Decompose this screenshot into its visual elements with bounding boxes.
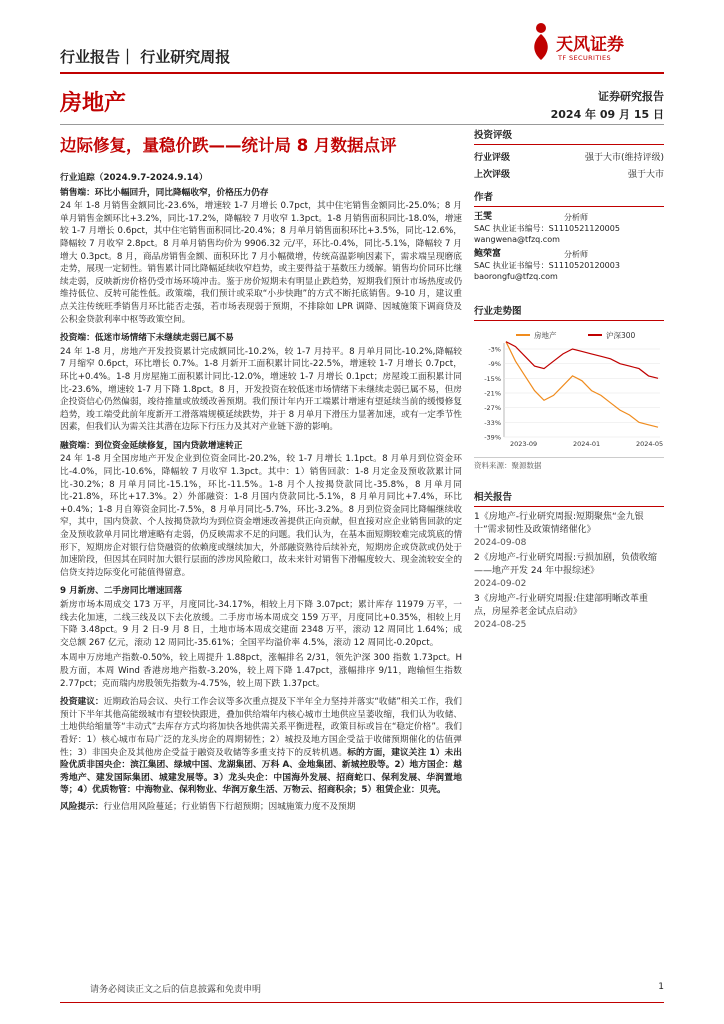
logo-name: 天风证券 <box>556 35 624 55</box>
y-tick-label: -3% <box>488 345 501 354</box>
analyst-name: 鲍荣富 <box>474 249 502 259</box>
chart-source: 资料来源：聚源数据 <box>474 457 664 471</box>
analyst-role: 分析师 <box>564 250 588 259</box>
report-category: 行业报告｜ 行业研究周报 <box>60 48 231 66</box>
related-report[interactable] <box>474 511 664 550</box>
section-paragraph: 24 年 1-8 月，房地产开发投资累计完成额同比-10.2%，较 1-7 月持平。8 月单月同比-10.2%,降幅较 7 月缩窄 0.6pct，环比增长 0.7%。1-8 月新开工面积累计同比-22.5%，增速较 1-7 月增长 0.7pct，环比+0.4%。1-8 月房屋施工面积累计同比-12.0%，增速较 1-7 月增长 0.1pct；房屋竣工面积累计同比-23.6%，增速较 1-7 月下降 1.8pct。8 月，开发投资在较低迷市场情绪下未继续走弱已属不易，但房企投资信心仍然偏弱，竣待推量或放缓改善预期。我们预计年内开工端累计增速有望延续当前的缓慢修复趋势，竣工端受此前年度新开工滑落端规模延续跌势，并于 8 月单月下滑压力显著加速，或有一定季节性因素，但我们认为需关注其潜在边际下行压力及其对产业链下游的影响。 <box>60 346 462 433</box>
tracking-period: 行业追踪（2024.9.7-2024.9.14） <box>60 173 208 183</box>
related-report-title[interactable]: 3《房地产-行业研究周报:住建部明晰改革重点，房屋养老金试点启动》 <box>474 594 649 617</box>
section-heading: 投资端：低迷市场情绪下未继续走弱已属不易 <box>60 333 234 344</box>
analyst-cert: SAC 执业证书编号：S1110521120005 <box>474 224 620 233</box>
trend-title: 行业走势图 <box>474 300 664 321</box>
rating-value: 强于大市(维持评级) <box>584 153 664 163</box>
related-report-date: 2024-08-25 <box>474 620 527 630</box>
related-panel <box>474 486 664 632</box>
logo-mark-icon <box>528 22 554 62</box>
rating-panel <box>474 124 664 182</box>
analyst-email[interactable]: wangwena@tfzq.com <box>474 235 560 244</box>
related-report[interactable] <box>474 593 664 632</box>
rating-value: 强于大市 <box>627 170 664 180</box>
related-report[interactable] <box>474 552 664 591</box>
related-report-title[interactable]: 2《房地产-行业研究周报:亏损加剧，负债收缩——地产开发 24 年中报综述》 <box>474 553 658 576</box>
page-number: 1 <box>658 982 664 992</box>
report-title: 边际修复，量稳价跌——统计局 8 月数据点评 <box>60 136 397 155</box>
footer-disclaimer: 请务必阅读正文之后的信息披露和免责申明 <box>90 985 262 995</box>
x-tick-label: 2023-09 <box>510 440 538 448</box>
x-tick-label: 2024-05 <box>636 440 664 448</box>
x-tick-label: 2024-01 <box>573 440 601 448</box>
analyst-role: 分析师 <box>564 213 588 222</box>
main-content <box>60 172 462 814</box>
section-heading: 9 月新房、二手房同比增速回落 <box>60 586 183 597</box>
trend-chart <box>474 325 664 455</box>
risk-notice <box>60 801 462 814</box>
analyst-name: 王雯 <box>474 212 493 222</box>
rating-row <box>474 148 664 165</box>
report-date: 2024 年 09 月 15 日 <box>550 108 664 121</box>
section-paragraph: 24 年 1-8 月全国房地产开发企业到位资金同比-20.2%，较 1-7 月增长 1.1pct。8 月单月到位资金环比-4.0%，同比-10.6%，降幅较 7 月收窄 1.3pct。其中：1）销售回款：1-8 月定金及预收款累计同比-30.2%；8 月单月同比-15.1%，环比-11.5%。1-8 月个人按揭贷款同比-35.8%，8 月单月同比-21.8%，环比+17.3%。2）外部融资：1-8 月国内贷款同比-5.1%，8 月单月同比+7.4%，环比+0.4%；1-8 月自筹资金同比-7.5%，8 月单月同比-5.7%，环比-3.2%。8 月到位资金同比降幅继续收窄，其中，国内贷款、个人按揭贷款均为到位资金增速改善提供正向贡献，但直接对应企业销售回款的定金及预收款单月同比增速略有走弱，仍反映需求不足的问题。我们认为，在基本面短期较难完成筑底的情形下，短期房企对银行信贷融资的依赖度或继续加大，外部融资熟待后续补充，短期房企或贷款或仍处于加速阶段，但因其在同时加大银行层面的涉房风险敞口，故未来针对销售下滑幅度较大、现金流较安全的信贷支持边际变化可能值得留意。 <box>60 454 462 578</box>
y-tick-label: -15% <box>484 374 501 383</box>
sector-title: 房地产 <box>60 91 127 116</box>
analyst-card <box>474 249 664 282</box>
logo-subtitle: TF SECURITIES <box>558 54 612 62</box>
related-report-date: 2024-09-02 <box>474 579 527 589</box>
header-divider <box>60 72 664 74</box>
investment-advice <box>60 696 462 797</box>
authors-panel <box>474 186 664 282</box>
trend-panel <box>474 300 664 471</box>
analyst-email[interactable]: baorongfu@tfzq.com <box>474 272 558 281</box>
y-tick-label: -21% <box>484 389 501 398</box>
related-report-title[interactable]: 1《房地产-行业研究周报:短期聚焦“金九银十”需求韧性及政策情绪催化》 <box>474 512 644 535</box>
series-line <box>506 342 658 428</box>
series-line <box>506 342 658 379</box>
analyst-cert: SAC 执业证书编号：S1110520120003 <box>474 261 620 270</box>
legend-label: 房地产 <box>534 331 557 340</box>
rating-title: 投资评级 <box>474 124 664 145</box>
report-type: 证券研究报告 <box>598 90 664 103</box>
risk-label: 风险提示： <box>60 801 104 812</box>
risk-text: 行业信用风险蔓延；行业销售下行超预期；因城施策力度不及预期 <box>103 801 356 812</box>
y-tick-label: -9% <box>488 360 501 369</box>
company-logo <box>528 16 668 68</box>
section-paragraph: 本周申万房地产指数-0.50%，较上周提升 1.88pct，涨幅排名 2/31，领先沪深 300 指数 1.73pct。H 股方面，本周 Wind 香港房地产指数-3.20%，较上周下降 1.47pct，涨幅排序 9/11，跑输恒生指数 2.77pct；克而瑞内房股领先指数为-4.75%，较上周下跌 1.37pct。 <box>60 653 462 689</box>
rating-label: 上次评级 <box>474 170 511 180</box>
rating-row <box>474 165 664 182</box>
analyst-card <box>474 212 664 245</box>
legend-label: 沪深300 <box>606 331 636 340</box>
section-heading: 融资端：到位资金延续修复，国内贷款增速转正 <box>60 440 243 451</box>
section-paragraph: 新房市场本周成交 173 万平，月度同比-34.17%，相较上月下降 3.07pct；累计库存 11979 万平，一线去化加速，二线三线及以下去化放缓。二手房市场本周成交 159 万平，月度同比+0.35%，相较上月下降 3.48pct。9 月 2 日-9 月 8 日，土地市场本周成交建面 2348 万平，滚动 12 周同比 1.64%；成交总额 267 亿元，滚动 12 周同比-35.61%；全国平均溢价率 4.5%，滚动 12 周同比-0.20pct。 <box>60 600 462 648</box>
y-tick-label: -27% <box>484 404 501 413</box>
y-tick-label: -39% <box>484 433 501 442</box>
section-heading: 销售端：环比小幅回升，同比降幅收窄，价格压力仍存 <box>60 187 269 198</box>
advice-text: 近期政治局会议、央行工作会议等多次重点提及下半年全力坚持并落实“收储”相关工作，我们预计下半年其他高能级城市有望较快跟进，叠加供给端年内核心城市土地供应呈萎收缩，我们认为收储、土地供给缩量等“丰动式”去库存方式均将加快各地供需关系平衡进程，政策目标或旨在“稳定价格”。我们看好：1）核心城市布局广泛的龙头房企的周期韧性；2）城投及地方国企受益于收储预期催化的估值弹性；3）非国央企及其他房企受益于融资及收储等多重支持下的反转机遇。 <box>60 697 462 758</box>
advice-label: 投资建议： <box>60 697 104 708</box>
related-title: 相关报告 <box>474 486 664 507</box>
related-report-date: 2024-09-08 <box>474 538 527 548</box>
rating-label: 行业评级 <box>474 153 511 163</box>
advice-targets: 标的方面，建议关注 1）未出险优质非国央企：滨江集团、绿城中国、龙湖集团、万科 A、金地集团、新城控股等。2）地方国企：越秀地产、建发国际集团、城建发展等。3）龙头央企：中国海外发展、招商蛇口、保利发展、华润置地等；4）优质物管：中海物业、保利物业、华润万象生活、万物云、招商积余；5）租赁企业：贝壳。 <box>60 747 462 796</box>
section-paragraph: 24 年 1-8 月销售金额同比-23.6%，增速较 1-7 月增长 0.7pct，其中住宅销售金额同比-25.0%；8 月单月销售金额环比+3.2%，同比-17.2%，降幅较 7 月收窄 1.3pct。1-8 月销售面积同比-18.0%，增速较 1-7 月增长 0.6pct，其中住宅销售面积同比-20.4%；8 月单月销售面积环比+3.5%，同比-12.6%，降幅较 7 月收窄 2.8pct。8 月单月销售均价为 9906.32 元/平，环比-0.4%，同比-5.1%，降幅较 7 月增大 0.3pct。8 月，商品房销售金额、面积环比 7 月小幅微增，传统高温影响因素下，需求端呈现磨底走势，展现一定韧性。销售累计同比降幅延续收窄趋势，或主要得益于基数压力缓解。销售均价同环比继续走弱，反映新房价格仍受市场环境冲击。鉴于房价短期未有明显止跌趋势，短期我们预计市场热度或仍维持低位、反转可能性低。政策端，我们预计或采取“小步快跑”的方式不断托底销售。9-10 月，建议重点关注传统旺季销售月环比能否走强，若市场表现弱于预期，不排除如 LPR 调降、因城施策下调商贷及公积金贷款利率中枢等政策空间。 <box>60 201 462 325</box>
authors-title: 作者 <box>474 186 664 207</box>
footer-divider <box>60 1002 664 1003</box>
y-tick-label: -33% <box>484 418 501 427</box>
